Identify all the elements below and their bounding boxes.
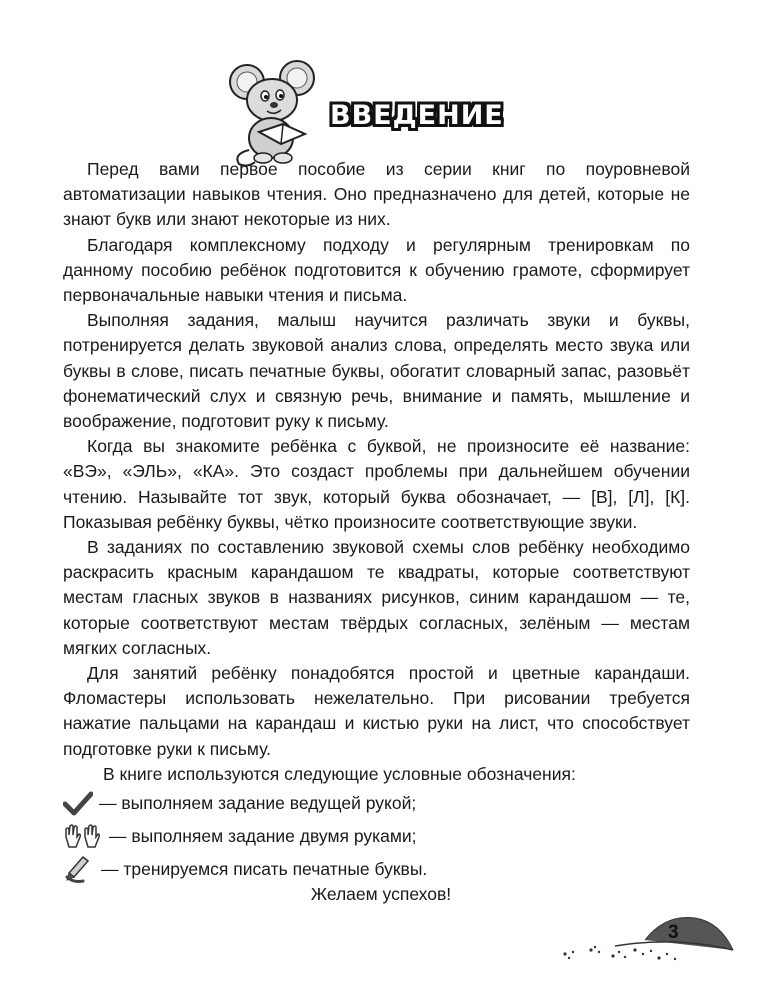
legend [63,762,703,886]
mouse-reading-book-icon [225,58,325,168]
legend-text: — выполняем задание двумя руками; [109,826,417,846]
closing-wish: Желаем успехов! [310,884,452,904]
paragraph: Для занятий ребёнку понадобятся простой и цветные карандаши. Фломастеры использовать нежелательно. При рисовании требуется нажатие пальцами на карандаш и кистью руки на лист, что способствует подготовке руки к письму. [63,663,690,759]
paragraph: Когда вы знакомите ребёнка с буквой, не произносите её название: «ВЭ», «ЭЛЬ», «КА». Это создаст проблемы при дальнейшем обучении чтению. Называйте тот звук, который буква обозначает, — [В], [Л], [К]. Показывая ребёнку буквы, чётко произносите соответствующие звуки. [63,436,690,532]
introduction-text [63,157,690,762]
legend-text: — тренируемся писать печатные буквы. [101,859,428,879]
page-title: ВВЕДЕНИЕ [330,100,504,131]
paragraph: Выполняя задания, малыш научится различать звуки и буквы, потренируется делать звуковой анализ слова, определять место звука или буквы в слове, писать печатные буквы, обогатит словарный запас, разовьёт фонематический слух и связную речь, внимание и память, мышление и воображение, подготовит руку к письму. [63,310,690,432]
two-hands-icon [63,823,103,851]
legend-item [63,820,703,853]
pencil-icon [63,855,95,885]
page-number: 3 [668,922,679,943]
legend-intro: В книге используются следующие условные обозначения: [103,764,576,784]
checkmark-icon [63,791,93,817]
paragraph: Благодаря комплексному подходу и регулярным тренировкам по данному пособию ребёнок подготовится к обучению грамоте, сформирует первоначальные навыки чтения и письма. [63,234,690,306]
paragraph: В заданиях по составлению звуковой схемы слов ребёнку необходимо раскрасить красным карандашом те квадраты, которые соответствуют местам гласных звуков в названиях рисунков, синим карандашом — те, которые соответствуют местам твёрдых согласных, зелёным — местам мягких согласных. [63,537,690,658]
legend-item [63,787,703,820]
page-header [225,58,525,168]
page-corner-decoration [555,910,735,970]
legend-item [63,853,703,886]
paragraph: Перед вами первое пособие из серии книг по поуровневой автоматизации навыков чтения. Оно предназначено для детей, которые не знают букв или знают некоторые из них. [63,159,690,230]
legend-text: — выполняем задание ведущей рукой; [99,793,417,813]
